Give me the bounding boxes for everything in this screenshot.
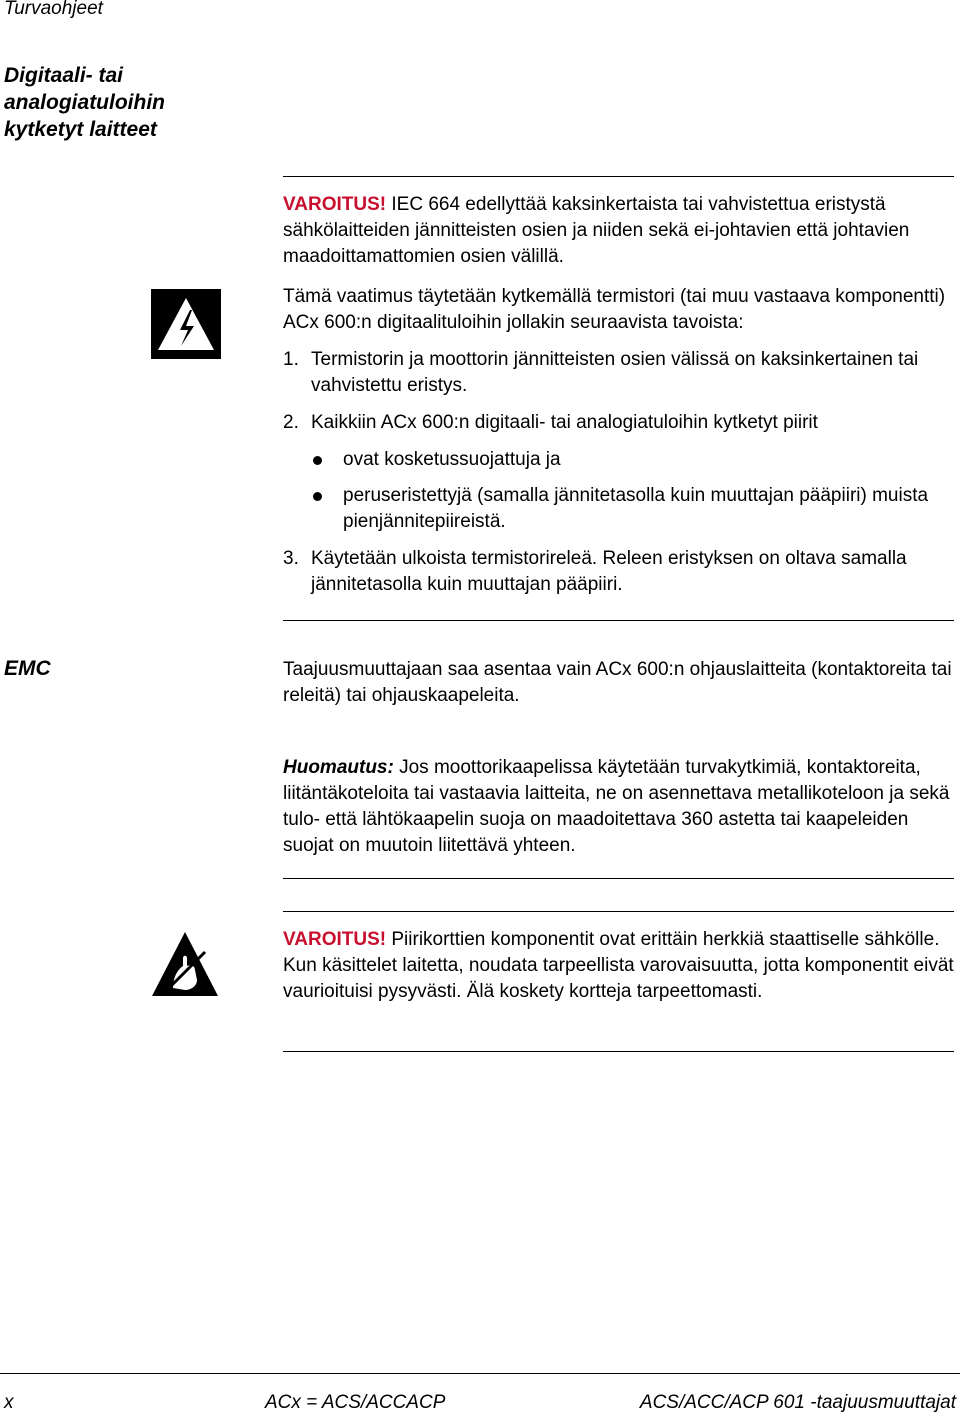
footer-product: ACS/ACC/ACP 601 -taajuusmuuttajat	[639, 1392, 956, 1413]
list-text: Käytetään ulkoista termistorireleä. Releen eristyksen on oltava samalla jännitetasolla kuin muuttajan pääpiiri.	[311, 548, 907, 595]
bullet-text: ovat kosketussuojattuja ja	[343, 449, 561, 470]
warning-intro-text: IEC 664 edellyttää kaksinkertaista tai vahvistettua eristystä sähkölaitteiden jännitteisten osien ja niiden sekä ei-johtavien että johtavien maadoittamattomien osien välillä.	[283, 194, 910, 267]
list-text: Termistorin ja moottorin jännitteisten osien välissä on kaksinkertainen tai vahvistettu eristys.	[311, 349, 919, 396]
note-block	[283, 755, 954, 859]
footer-page-number: x	[4, 1392, 14, 1413]
list-number: 3.	[283, 548, 299, 569]
warning-requirement: Tämä vaatimus täytetään kytkemällä termistori (tai muu vastaava komponentti) ACx 600:n digitaalituloihin jollakin seuraavista tavoista:	[283, 286, 946, 333]
list-number: 1.	[283, 349, 299, 370]
section-title-line: kytketyt laitteet	[4, 118, 157, 141]
warning-label: VAROITUS!	[283, 929, 387, 950]
warning-intro	[283, 192, 954, 270]
section-title-line: Digitaali- tai	[4, 64, 124, 87]
esd-warning-icon	[151, 930, 219, 998]
section-title-emc: EMC	[4, 657, 51, 680]
footer-model: ACx = ACS/ACCACP	[265, 1392, 446, 1413]
warning-paragraph	[283, 927, 954, 1005]
section-title-line: analogiatuloihin	[4, 91, 165, 114]
warning-label: VAROITUS!	[283, 194, 387, 215]
warning-text: Piirikorttien komponentit ovat erittäin herkkiä staattiselle sähkölle. Kun käsittelet laitetta, noudata tarpeellista varovaisuutta, jotta komponentit eivät vaurioituisi pysyvästi. Älä koskety kortteja tarpeettomasti.	[283, 929, 954, 1002]
divider-rule	[283, 620, 954, 621]
list-item	[283, 347, 954, 399]
emc-text: Taajuusmuuttajaan saa asentaa vain ACx 600:n ohjauslaitteita (kontaktoreita tai releitä) tai ohjauskaapeleita.	[283, 659, 952, 706]
list-number: 2.	[283, 412, 299, 433]
divider-rule	[283, 1051, 954, 1052]
high-voltage-warning-icon	[150, 288, 222, 360]
divider-rule	[283, 878, 954, 879]
list-text: Kaikkiin ACx 600:n digitaali- tai analogiatuloihin kytketyt piirit	[311, 412, 818, 433]
note-label: Huomautus:	[283, 757, 394, 778]
list-item	[283, 546, 954, 598]
bullet-item	[311, 447, 954, 473]
list-item	[283, 410, 954, 436]
divider-rule	[283, 911, 954, 912]
bullet-icon	[311, 483, 343, 535]
warning-block-insulation	[283, 192, 954, 598]
bullet-item	[311, 483, 954, 535]
note-text: Jos moottorikaapelissa käytetään turvakytkimiä, kontaktoreita, liitäntäkoteloita tai vastaavia laitteita, ne on asennettava metallikoteloon ja sekä tulo- että lähtökaapelin suoja on maadoitettava 360 astetta tai kaapeleiden suojat on muutoin liitettävä yhteen.	[283, 757, 950, 856]
divider-rule	[283, 176, 954, 177]
warning-block-esd	[283, 927, 954, 1005]
footer-rule	[0, 1373, 960, 1374]
note-paragraph	[283, 755, 954, 859]
bullet-icon	[311, 447, 343, 473]
section-title-digital-inputs	[4, 62, 165, 143]
running-header: Turvaohjeet	[4, 0, 103, 19]
bullet-text: peruseristettyjä (samalla jännitetasolla kuin muuttajan pääpiiri) muista pienjännitepiireistä.	[343, 485, 929, 532]
